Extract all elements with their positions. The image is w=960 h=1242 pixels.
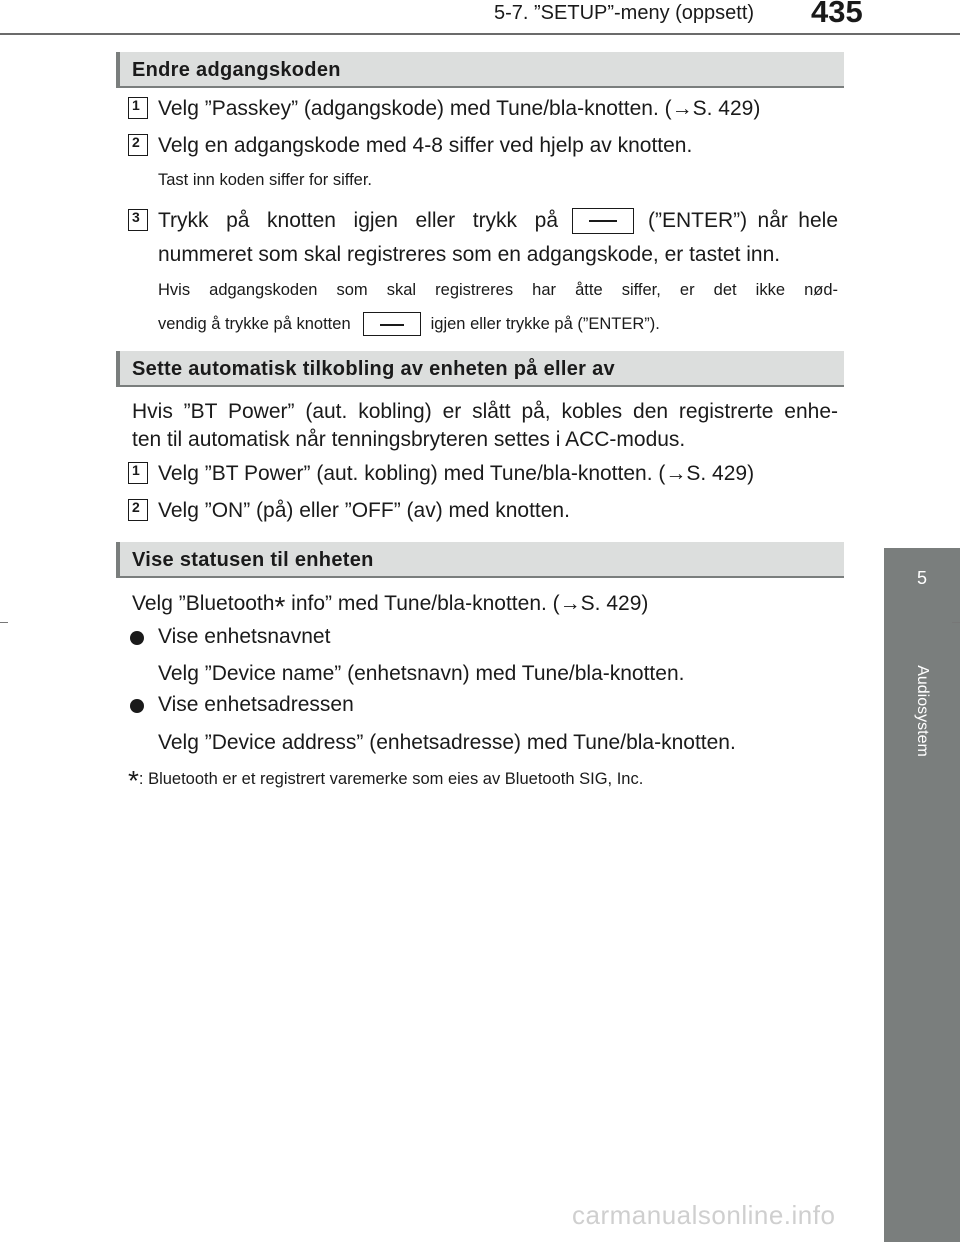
paragraph-line xyxy=(132,591,649,622)
watermark: carmanualsonline.info xyxy=(572,1200,836,1230)
section-heading-auto-connect xyxy=(116,351,844,387)
chapter-tab xyxy=(884,548,960,621)
step-text-line xyxy=(158,208,838,234)
crop-mark-left xyxy=(0,622,8,623)
section-title: Endre adgangskoden xyxy=(132,59,341,81)
step-number-badge: 3 xyxy=(128,209,148,231)
header-rule xyxy=(0,33,960,35)
bullet-icon xyxy=(130,699,144,713)
section-title: Vise statusen til enheten xyxy=(132,549,374,571)
step-note: Tast inn koden siffer for siffer. xyxy=(158,171,373,189)
step-number-badge: 2 xyxy=(128,134,148,156)
footnote xyxy=(128,765,644,796)
step-note: Hvis adgangskoden som skal registreres har åtte siffer, er det ikke nød- xyxy=(158,281,838,299)
step-text-part: (”ENTER”) når hele xyxy=(648,209,838,232)
bullet-text: Velg ”Device address” (enhetsadresse) med Tune/bla-knotten. xyxy=(158,731,736,754)
chapter-label: Audiosystem xyxy=(914,665,931,757)
bullet-text: Velg ”Device name” (enhetsnavn) med Tune/bla-knotten. xyxy=(158,662,685,685)
chapter-number: 5 xyxy=(916,568,927,588)
step-text-line: nummeret som skal registreres som en adgangskode, er tastet inn. xyxy=(158,243,781,266)
paragraph-line: Hvis ”BT Power” (aut. kobling) er slått på, kobles den registrerte enhe- xyxy=(132,400,838,423)
footnote-text: : Bluetooth er et registrert varemerke som eies av Bluetooth SIG, Inc. xyxy=(138,770,644,788)
section-title: Sette automatisk tilkobling av enheten på eller av xyxy=(132,358,615,380)
crop-mark-right xyxy=(952,622,960,623)
chapter-label-wrap xyxy=(884,621,960,801)
bullet-title: Vise enhetsnavnet xyxy=(158,625,331,648)
running-header: 5-7. ”SETUP”-meny (oppsett) xyxy=(494,2,755,24)
asterisk-mark: * xyxy=(274,591,286,622)
step-text: Velg ”ON” (på) eller ”OFF” (av) med knotten. xyxy=(158,499,570,522)
step-note-part: igjen eller trykke på (”ENTER”). xyxy=(430,314,660,333)
page-number: 435 xyxy=(811,0,863,29)
step-note-part: vendig å trykke på knotten xyxy=(158,314,351,333)
step-number-badge: 1 xyxy=(128,97,148,119)
step-number-badge: 1 xyxy=(128,462,148,484)
paragraph-line: ten til automatisk når tenningsbryteren settes i ACC-modus. xyxy=(132,428,686,451)
step-text-part: Trykk på knotten igjen eller trykk på xyxy=(158,209,558,232)
step-number-badge: 2 xyxy=(128,499,148,521)
step-text: Velg en adgangskode med 4-8 siffer ved hjelp av knotten. xyxy=(158,134,693,157)
section-heading-change-passkey xyxy=(116,52,844,88)
step-text: Velg ”BT Power” (aut. kobling) med Tune/bla-knotten. (→S. 429) xyxy=(158,462,755,485)
bullet-title: Vise enhetsadressen xyxy=(158,693,354,716)
asterisk-mark: * xyxy=(128,765,139,796)
enter-button-icon xyxy=(363,312,421,336)
step-note-line xyxy=(158,312,660,336)
intro-part: Velg ”Bluetooth xyxy=(132,592,275,615)
step-text: Velg ”Passkey” (adgangskode) med Tune/bla-knotten. (→S. 429) xyxy=(158,97,761,120)
section-heading-device-status xyxy=(116,542,844,578)
intro-part: info” med Tune/bla-knotten. (→S. 429) xyxy=(285,592,649,615)
bullet-icon xyxy=(130,631,144,645)
enter-button-icon xyxy=(572,208,634,234)
